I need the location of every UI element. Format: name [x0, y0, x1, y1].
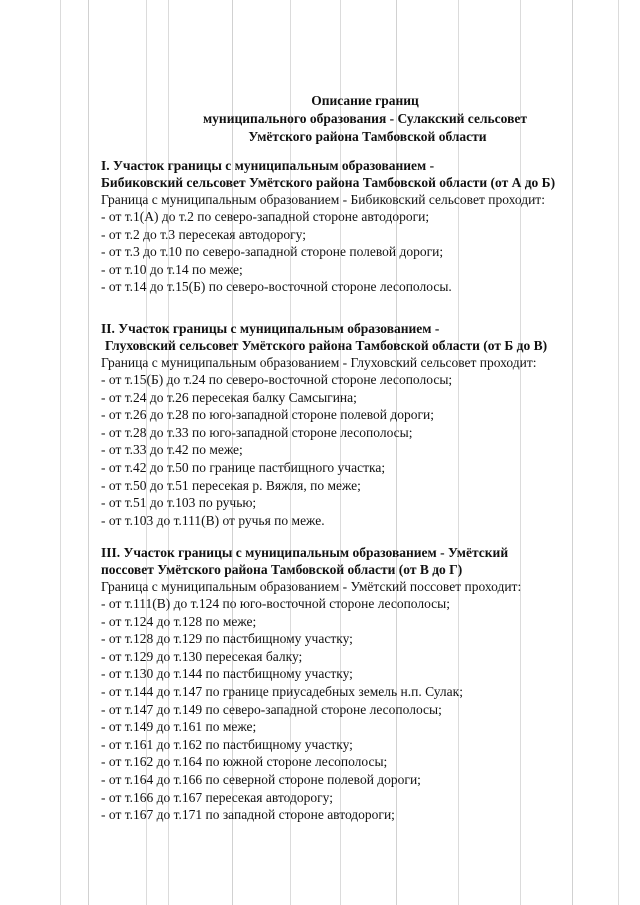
list-item: - от т.51 до т.103 по ручью;	[101, 495, 257, 511]
list-item: - от т.1(А) до т.2 по северо-западной стороне автодороги;	[101, 209, 430, 224]
list-item: - от т.161 до т.162 по пастбищному участку;	[101, 736, 353, 752]
section-intro: Граница с муниципальным образованием - Умётский поссовет проходит:	[101, 579, 522, 594]
heading-line: I. Участок границы с муниципальным образованием -	[101, 158, 435, 173]
section-heading	[101, 157, 626, 191]
heading-line: поссовет Умётского района Тамбовской области (от В до Г)	[101, 562, 463, 577]
list-item: - от т.129 до т.130 пересекая балку;	[101, 648, 303, 664]
section-2	[101, 320, 626, 529]
section-3	[101, 544, 626, 824]
list-item: - от т.3 до т.10 по северо-западной стороне полевой дороги;	[101, 244, 444, 260]
section-heading	[101, 544, 626, 578]
list-item: - от т.111(В) до т.124 по юго-восточной стороне лесополосы;	[101, 596, 450, 611]
title-line: Описание границ	[311, 93, 419, 108]
list-item: - от т.164 до т.166 по северной стороне полевой дороги;	[101, 771, 421, 787]
list-item: - от т.144 до т.147 по границе приусадебных земель н.п. Сулак;	[101, 683, 463, 699]
list-item: - от т.130 до т.144 по пастбищному участку;	[101, 666, 353, 682]
heading-line: II. Участок границы с муниципальным образованием -	[101, 321, 440, 336]
list-item: - от т.147 до т.149 по северо-западной стороне лесополосы;	[101, 701, 442, 717]
list-item: - от т.166 до т.167 пересекая автодорогу;	[101, 789, 333, 805]
list-item: - от т.42 до т.50 по границе пастбищного участка;	[101, 459, 386, 475]
list-item: - от т.24 до т.26 пересекая балку Самсыгина;	[101, 389, 357, 405]
list-item: - от т.167 до т.171 по западной стороне автодороги;	[101, 807, 395, 823]
list-item: - от т.2 до т.3 пересекая автодорогу;	[101, 226, 306, 242]
title-line: Умётского района Тамбовской области	[248, 129, 487, 144]
heading-line: Бибиковский сельсовет Умётского района Тамбовской области (от А до Б)	[101, 175, 556, 190]
section-heading	[101, 320, 626, 354]
list-item: - от т.33 до т.42 по меже;	[101, 442, 243, 458]
document-title	[0, 92, 640, 146]
list-item: - от т.28 до т.33 по юго-западной стороне лесополосы;	[101, 424, 413, 440]
list-item: - от т.128 до т.129 по пастбищному участку;	[101, 631, 353, 647]
boundary-list	[101, 208, 626, 296]
boundary-list	[101, 371, 626, 529]
boundary-list	[101, 595, 626, 824]
list-item: - от т.103 до т.111(В) от ручья по меже.	[101, 512, 325, 528]
list-item: - от т.149 до т.161 по меже;	[101, 719, 257, 735]
list-item: - от т.15(Б) до т.24 по северо-восточной стороне лесополосы;	[101, 372, 453, 387]
section-intro: Граница с муниципальным образованием - Глуховский сельсовет проходит:	[101, 355, 537, 370]
list-item: - от т.10 до т.14 по меже;	[101, 261, 243, 277]
list-item: - от т.26 до т.28 по юго-западной стороне полевой дороги;	[101, 407, 435, 423]
section-1	[101, 157, 626, 296]
heading-line: III. Участок границы с муниципальным образованием - Умётский	[101, 545, 509, 560]
title-line: муниципального образования - Сулакский сельсовет	[202, 111, 527, 126]
section-intro: Граница с муниципальным образованием - Бибиковский сельсовет проходит:	[101, 192, 545, 207]
heading-line: Глуховский сельсовет Умётского района Тамбовской области (от Б до В)	[105, 338, 548, 353]
list-item: - от т.162 до т.164 по южной стороне лесополосы;	[101, 754, 388, 770]
list-item: - от т.14 до т.15(Б) по северо-восточной стороне лесополосы.	[101, 279, 452, 295]
list-item: - от т.50 до т.51 пересекая р. Вяжля, по меже;	[101, 477, 361, 493]
list-item: - от т.124 до т.128 по меже;	[101, 613, 257, 629]
